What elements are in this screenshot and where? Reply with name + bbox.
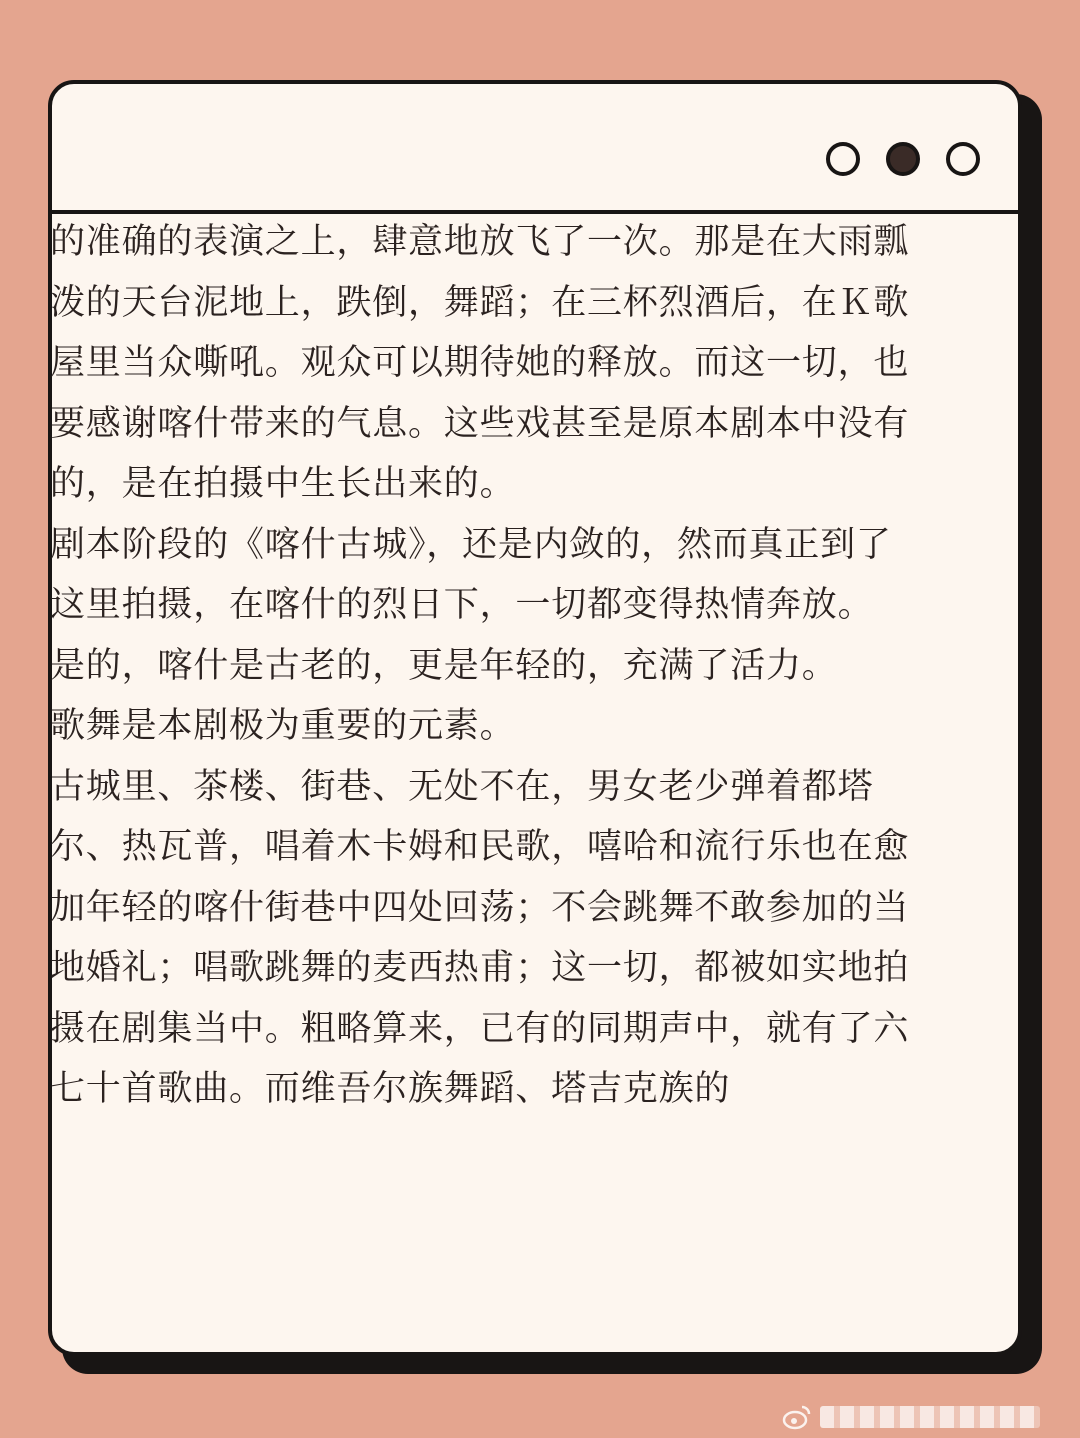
weibo-icon <box>782 1402 812 1432</box>
paragraph: 歌舞是本剧极为重要的元素。 <box>50 706 516 746</box>
watermark-handle <box>820 1406 1040 1428</box>
window-control-circle-icon <box>946 142 980 176</box>
window-control-circle-icon <box>826 142 860 176</box>
paragraph: 古城里、茶楼、街巷、无处不在，男女老少弹着都塔尔、热瓦普，唱着木卡姆和民歌，嘻哈和流行乐也在愈加年轻的喀什街巷中四处回荡；不会跳舞不敢参加的当地婚礼；唱歌跳舞的麦西热甫；这一切，都被如实地拍摄在剧集当中。粗略算来，已有的同期声中，就有了六七十首歌曲。而维吾尔族舞蹈、塔吉克族的 <box>50 766 910 1109</box>
article-body <box>50 212 920 1120</box>
card-header <box>52 84 1018 214</box>
paragraph: 剧本阶段的《喀什古城》，还是内敛的，然而真正到了这里拍摄，在喀什的烈日下，一切都变得热情奔放。 <box>50 524 892 625</box>
paragraph: 的准确的表演之上，肆意地放飞了一次。那是在大雨瓢泼的天台泥地上，跌倒，舞蹈；在三杯烈酒后，在Ｋ歌屋里当众嘶吼。观众可以期待她的释放。而这一切，也要感谢喀什带来的气息。这些戏甚至是原本剧本中没有的，是在拍摄中生长出来的。 <box>50 222 910 504</box>
watermark <box>782 1402 1040 1432</box>
window-control-filled-circle-icon <box>886 142 920 176</box>
paragraph: 是的，喀什是古老的，更是年轻的，充满了活力。 <box>50 645 838 686</box>
